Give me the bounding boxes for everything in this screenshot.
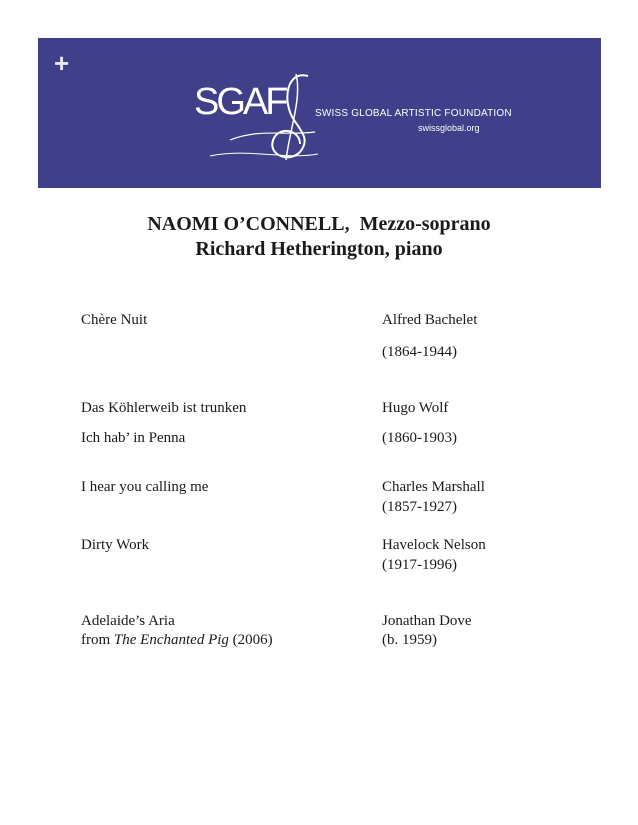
header-banner [38,38,601,188]
composer-name: Alfred Bachelet [382,312,478,328]
piece-title: Adelaide’s Aria [81,613,175,629]
source-prefix: from [81,632,114,648]
composer-dates: (1864-1944) [382,344,457,360]
source-work: The Enchanted Pig [113,632,229,648]
piece-title: Ich hab’ in Penna [81,430,186,446]
composer-dates: (1917-1996) [382,557,457,573]
piece-title: Chère Nuit [81,312,148,328]
composer-name: Havelock Nelson [382,537,486,553]
piece-title: I hear you calling me [81,479,209,495]
piece-source [81,631,273,649]
organization-name: SWISS GLOBAL ARTISTIC FOUNDATION [315,108,512,119]
composer-dates: (1860-1903) [382,430,457,446]
composer-name: Charles Marshall [382,479,485,495]
logo-letters: SGAF [194,81,286,123]
performer-singer: NAOMI O’CONNELL, Mezzo-soprano [147,213,491,235]
composer-dates: (b. 1959) [382,632,437,648]
piece-title: Dirty Work [81,537,150,553]
source-year: (2006) [228,632,273,648]
plus-icon[interactable]: + [54,48,70,78]
performers-heading [0,212,638,262]
composer-dates: (1857-1927) [382,499,457,515]
performer-pianist: Richard Hetherington, piano [195,238,443,260]
organization-url[interactable]: swissglobal.org [418,123,480,133]
composer-name: Jonathan Dove [382,613,472,629]
piece-title: Das Köhlerweib ist trunken [81,400,247,416]
composer-name: Hugo Wolf [382,400,449,416]
